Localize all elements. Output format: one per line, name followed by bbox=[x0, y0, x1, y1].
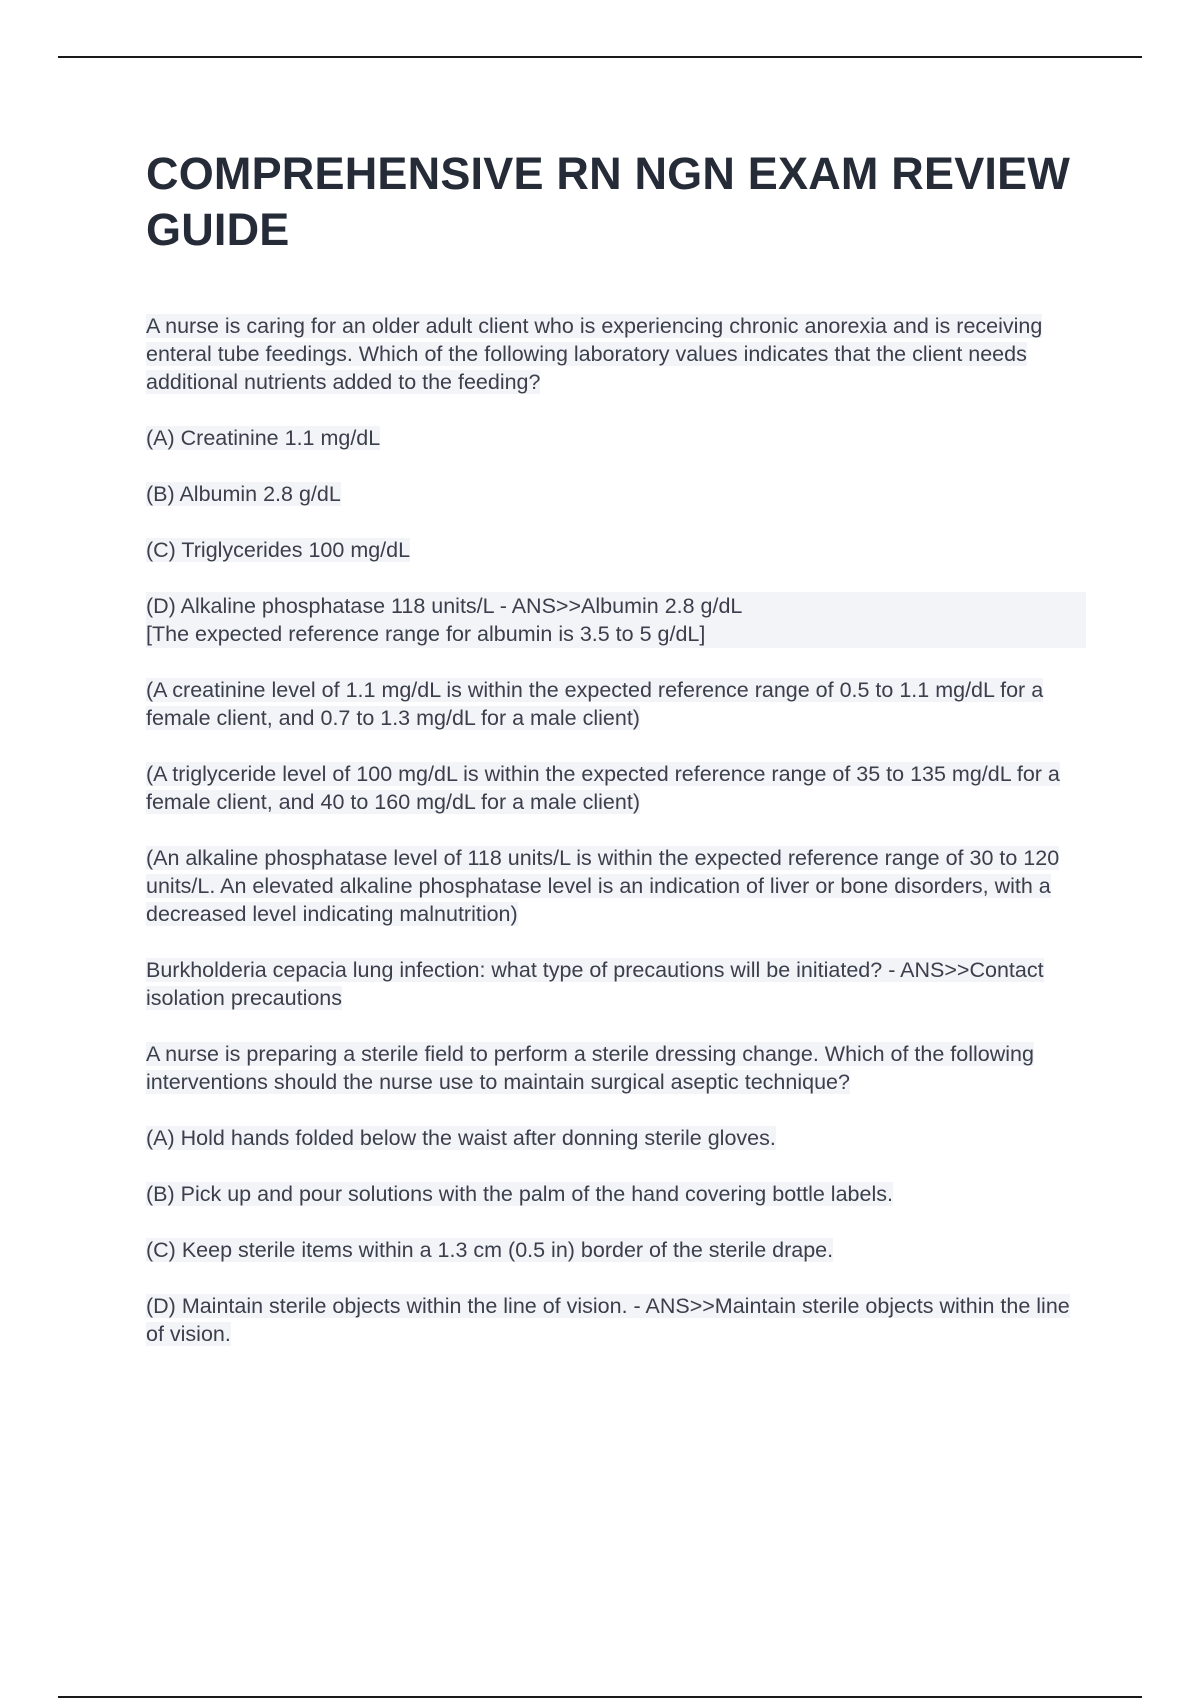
document-body bbox=[146, 312, 1086, 1376]
question-1-option-a: (A) Creatinine 1.1 mg/dL bbox=[146, 426, 381, 450]
question-2-with-answer: Burkholderia cepacia lung infection: what type of precautions will be initiated? - ANS>>Contact isolation precautions bbox=[146, 958, 1044, 1010]
page-title: COMPREHENSIVE RN NGN EXAM REVIEW GUIDE bbox=[146, 148, 1070, 255]
rationale-triglyceride: (A triglyceride level of 100 mg/dL is within the expected reference range of 35 to 135 mg/dL for a female client, and 40 to 160 mg/dL for a male client) bbox=[146, 762, 1060, 814]
bottom-rule bbox=[58, 1696, 1142, 1698]
question-1-option-c: (C) Triglycerides 100 mg/dL bbox=[146, 538, 411, 562]
rationale-alkaline-phosphatase: (An alkaline phosphatase level of 118 units/L is within the expected reference range of 30 to 120 units/L. An elevated alkaline phosphatase level is an indication of liver or bone disorders, with a decreased level indicating malnutrition) bbox=[146, 846, 1060, 926]
question-3-stem: A nurse is preparing a sterile field to perform a sterile dressing change. Which of the following interventions should the nurse use to maintain surgical aseptic technique? bbox=[146, 1042, 1034, 1094]
albumin-reference-range: [The expected reference range for albumin is 3.5 to 5 g/dL] bbox=[146, 620, 1086, 648]
rationale-creatinine: (A creatinine level of 1.1 mg/dL is within the expected reference range of 0.5 to 1.1 mg/dL for a female client, and 0.7 to 1.3 mg/dL for a male client) bbox=[146, 678, 1044, 730]
question-1-stem: A nurse is caring for an older adult client who is experiencing chronic anorexia and is receiving enteral tube feedings. Which of the following laboratory values indicates that the client needs additional nutrients added to the feeding? bbox=[146, 314, 1043, 394]
question-3-option-b: (B) Pick up and pour solutions with the palm of the hand covering bottle labels. bbox=[146, 1182, 893, 1206]
question-3-option-d-answer: (D) Maintain sterile objects within the line of vision. - ANS>>Maintain sterile objects within the line of vision. bbox=[146, 1294, 1070, 1346]
question-3-option-c: (C) Keep sterile items within a 1.3 cm (0.5 in) border of the sterile drape. bbox=[146, 1238, 834, 1262]
question-1-option-d-answer bbox=[146, 592, 1086, 648]
question-1-option-b: (B) Albumin 2.8 g/dL bbox=[146, 482, 341, 506]
question-3-option-a: (A) Hold hands folded below the waist after donning sterile gloves. bbox=[146, 1126, 776, 1150]
top-rule bbox=[58, 56, 1142, 58]
answer-line: (D) Alkaline phosphatase 118 units/L - ANS>>Albumin 2.8 g/dL bbox=[146, 592, 1086, 620]
